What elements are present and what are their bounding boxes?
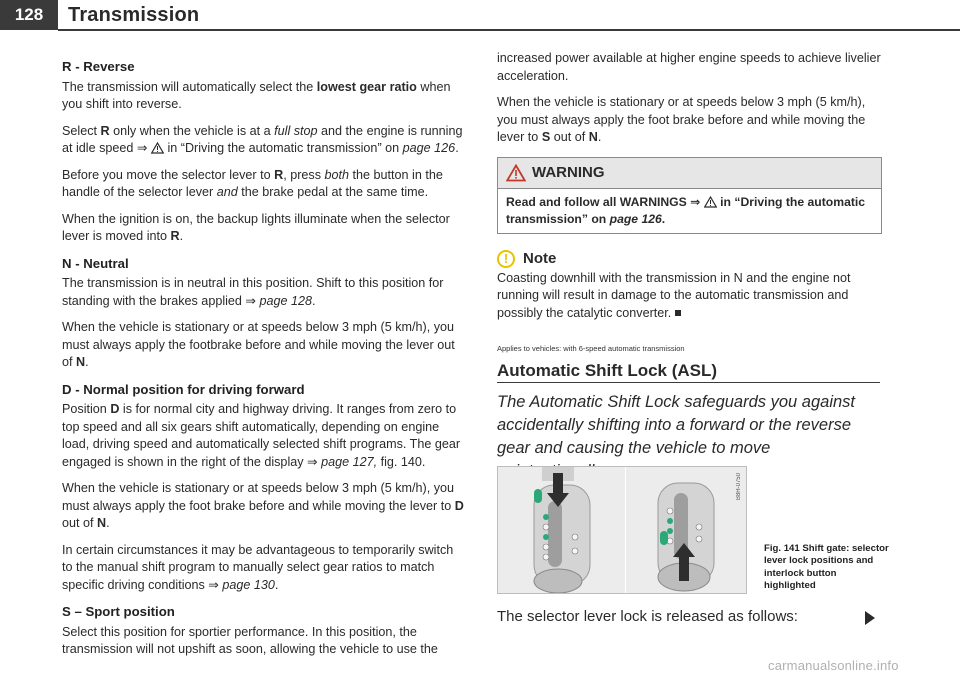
warning-header: [498, 158, 881, 189]
procedure-lead-in: The selector lever lock is released as follows:: [497, 608, 798, 625]
header-rule: [58, 29, 960, 31]
reverse-paragraph-1: The transmission will automatically select the lowest gear ratio when you shift into reverse.: [62, 79, 451, 111]
interlock-button: [534, 489, 542, 503]
page-ref-link[interactable]: page 128: [259, 293, 313, 308]
drive-paragraph-3: In certain circumstances it may be advantageous to temporarily switch to the manual shift program to manually select gear ratios to match specific driving conditions ⇒ page 130.: [62, 542, 454, 592]
interlock-button: [660, 531, 668, 545]
applies-to-note: Applies to vehicles: with 6-speed automatic transmission: [497, 344, 685, 353]
drive-paragraph-2: When the vehicle is stationary or at speeds below 3 mph (5 km/h), you must always apply the foot brake before and while moving the lever to D out of N.: [62, 481, 464, 530]
page-ref-link[interactable]: page 130: [222, 577, 275, 592]
sport-paragraph-continued: increased power available at higher engine speeds to achieve livelier acceleration.: [497, 51, 881, 83]
neutral-paragraph-1: The transmission is in neutral in this position. Shift to this position for standing with the brakes applied ⇒ page 128.: [62, 276, 444, 308]
warning-box: [497, 157, 882, 234]
arrow-up-icon: [679, 555, 689, 581]
figure-caption: Fig. 141 Shift gate: selector lever lock positions and interlock button highlighted: [764, 543, 889, 592]
reverse-paragraph-4: When the ignition is on, the backup lights illuminate when the selector lever is moved into R.: [62, 211, 450, 243]
warning-body: Read and follow all WARNINGS ⇒ in “Driving the automatic transmission” on page 126.: [506, 194, 866, 226]
drive-paragraph-1: Position D is for normal city and highway driving. It ranges from zero to top speed and all six gears shift automatically, depending on engine load, driving speed and automatically selected shift programs. The gear engaged is shown in the right of the display ⇒ page 127, fig. 140.: [62, 402, 461, 469]
shift-gate-right: [658, 483, 714, 591]
neutral-paragraph-2: When the vehicle is stationary or at speeds below 3 mph (5 km/h), you must always apply the footbrake before and while moving the lever out of N.: [62, 320, 455, 369]
shift-gate-illustration: [498, 467, 746, 593]
section-intro: The Automatic Shift Lock safeguards you against accidentally shifting into a forward or the reverse gear and causing the vehicle to move: [497, 393, 856, 457]
reverse-paragraph-3: Before you move the selector lever to R, press both the button in the handle of the selector lever and the brake pedal at the same time.: [62, 167, 443, 199]
sport-paragraph-1: Select this position for sportier performance. In this position, the transmission will not upshift as soon, allowing the vehicle to use the: [62, 624, 438, 656]
note-header: [497, 250, 882, 268]
page-header: [0, 0, 960, 34]
warning-triangle-icon: [506, 164, 526, 182]
sport-paragraph-2: When the vehicle is stationary or at speeds below 3 mph (5 km/h), you must always apply the foot brake before and while moving the lever to S out of N.: [497, 95, 866, 144]
right-column: [497, 50, 882, 492]
sport-heading: S – Sport position: [62, 604, 175, 619]
note-icon: !: [497, 250, 515, 268]
page-number: 128: [0, 0, 58, 30]
reverse-paragraph-2: Select R only when the vehicle is at a full stop and the engine is running at idle speed ⇒ in “Driving the automatic transmission” on page 126.: [62, 123, 463, 155]
section-title: Automatic Shift Lock (ASL): [497, 362, 880, 384]
warning-title: WARNING: [532, 163, 605, 181]
continue-arrow-icon: [865, 611, 875, 625]
running-title: Transmission: [68, 4, 200, 26]
reverse-heading: R - Reverse: [62, 59, 135, 74]
warning-triangle-icon: [151, 142, 164, 154]
neutral-heading: N - Neutral: [62, 255, 129, 271]
shift-gate-figure: [497, 466, 747, 594]
page-ref-link[interactable]: page 126: [609, 211, 662, 226]
arrow-down-icon: [553, 473, 563, 495]
drive-heading: D - Normal position for driving forward: [62, 381, 305, 397]
end-square-icon: [675, 310, 681, 316]
warning-triangle-icon: [704, 196, 717, 208]
page-ref-link[interactable]: page 126: [402, 141, 456, 155]
shift-gate-left: [534, 467, 590, 593]
left-column: [62, 50, 466, 668]
note-body: Coasting downhill with the transmission in N and the engine not running will result in damage to the automatic transmission and possibly the catalytic converter.: [497, 270, 851, 320]
figure-code: B8H-0750: [736, 473, 742, 501]
watermark: carmanualsonline.info: [768, 658, 899, 673]
page-ref-link[interactable]: page 127,: [321, 454, 378, 469]
note-title: Note: [523, 249, 557, 267]
